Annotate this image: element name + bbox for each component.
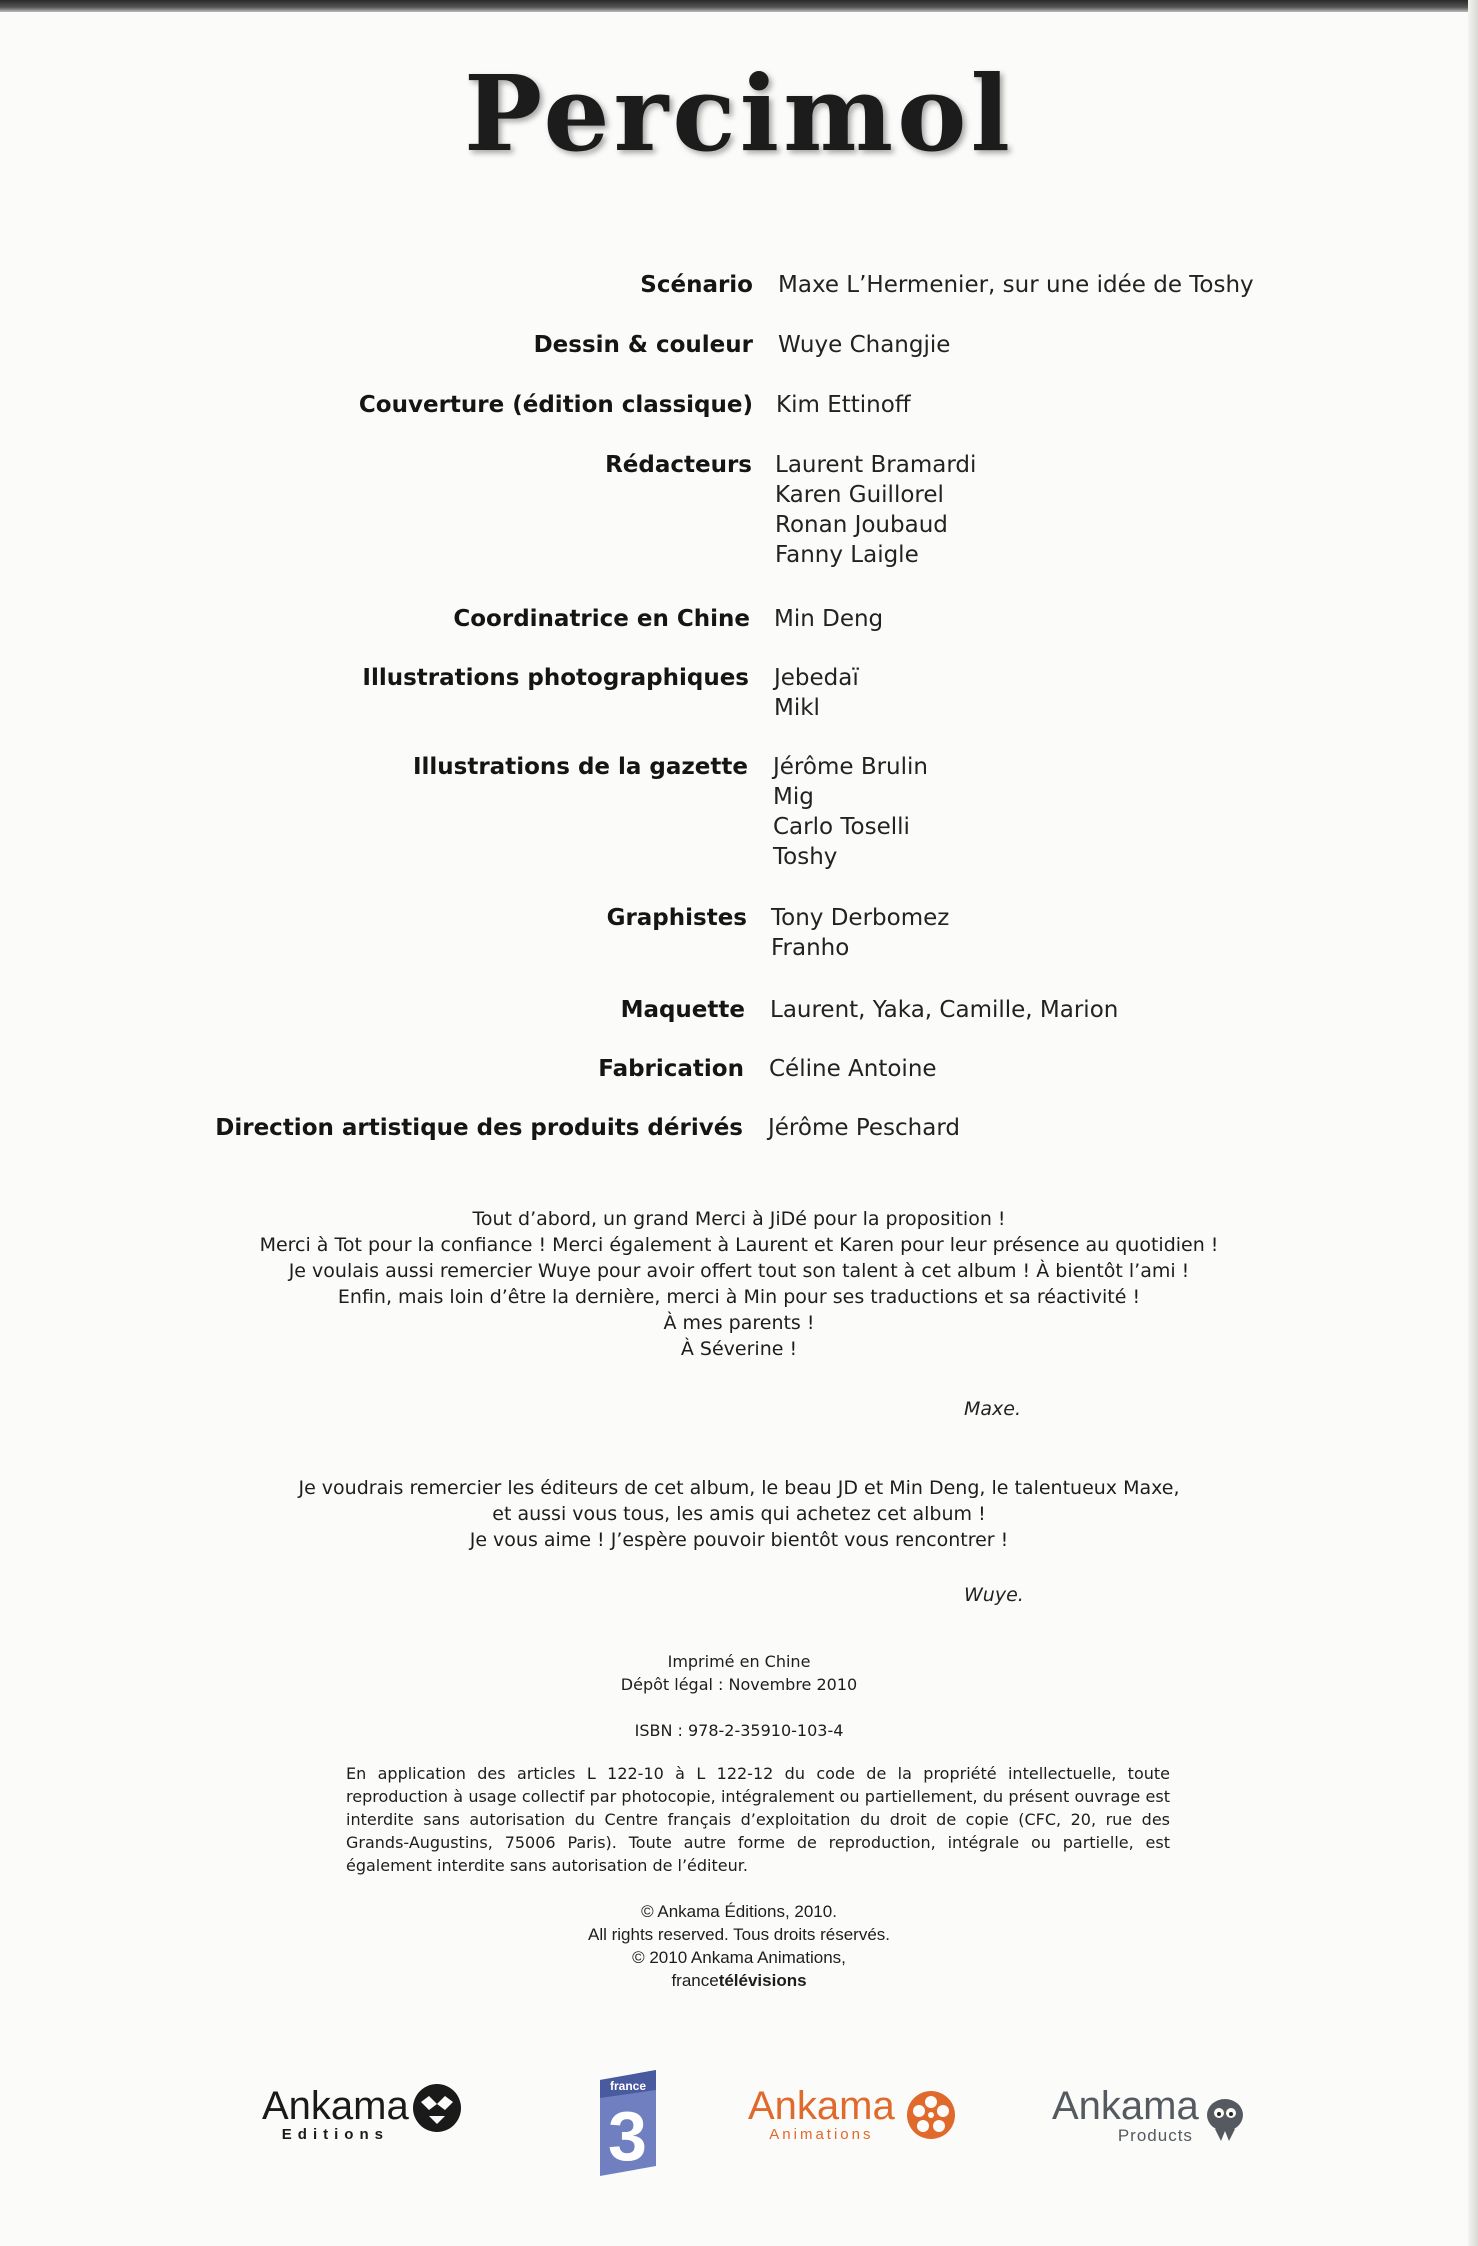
credit-label: Dessin & couleur [533,332,753,358]
logo-sub: Animations [769,2126,874,2143]
thanks-line: Enfin, mais loin d’être la dernière, merci à Min pour ses traductions et sa réactivité ! [337,1286,1141,1308]
credit-value: Fanny Laigle [775,542,919,568]
film-reel-icon [905,2089,957,2141]
copyright-line: © Ankama Éditions, 2010. [641,1902,837,1921]
isbn: ISBN : 978-2-35910-103-4 [634,1721,844,1740]
francetv-bold: télévisions [718,1971,807,1990]
credit-value: Céline Antoine [769,1056,937,1082]
credit-label: Illustrations photographiques [362,665,749,691]
credit-label: Fabrication [598,1056,744,1082]
logo-sub: Products [1117,2126,1193,2145]
signature-maxe: Maxe. [964,1398,1022,1420]
ankama-animations-logo [748,2086,957,2143]
copyright-line [0,1969,1478,1992]
thanks-line: Merci à Tot pour la confiance ! Merci également à Laurent et Karen pour leur présence au quotidien ! [259,1234,1219,1256]
credit-value: Mig [773,784,814,810]
credit-value: Franho [771,935,850,961]
copyright-block [0,1900,1478,1992]
mascot-icon [1201,2093,1247,2145]
credit-value: Kim Ettinoff [776,392,911,418]
logo-name: Ankama [1052,2084,1199,2128]
ankama-editions-logo [262,2086,463,2143]
thanks-line: Je vous aime ! J’espère pouvoir bientôt vous rencontrer ! [469,1529,1009,1551]
credit-value: Carlo Toselli [773,814,910,840]
thanks-line: et aussi vous tous, les amis qui achetez cet album ! [492,1503,986,1525]
thanks-line: À Séverine ! [680,1338,798,1360]
credit-value: Karen Guillorel [775,482,944,508]
copyright-line: © 2010 Ankama Animations, [632,1948,846,1967]
legal-notice: En application des articles L 122-10 à L 122-12 du code de la propriété intellectuelle, toute reproduction à usage collectif par photocopie, intégralement ou partiellement, du présent ouvrage est interdite sans autorisation du Centre français d’exploitation du droit de copie (CFC, 20, rue des Grands-Augustins, 75006 Paris). Toute autre forme de reproduction, intégrale ou partielle, est également interdite sans autorisation de l’éditeur. [346,1764,1170,1875]
credit-value: Laurent Bramardi [775,452,977,478]
france3-top-text: france [610,2079,647,2093]
logo-name: Ankama [262,2084,409,2128]
imprint [0,1650,1478,1696]
thanks-line: Tout d’abord, un grand Merci à JiDé pour la proposition ! [472,1208,1006,1230]
credit-label: Illustrations de la gazette [412,754,748,780]
credit-value: Wuye Changjie [778,332,951,358]
copyright-line: All rights reserved. Tous droits réservés. [587,1925,891,1944]
france3-logo [596,2068,660,2178]
legal-deposit: Dépôt légal : Novembre 2010 [620,1675,858,1694]
france3-number: 3 [608,2097,647,2175]
francetv-regular: france [671,1971,719,1990]
credit-value: Laurent, Yaka, Camille, Marion [770,997,1119,1023]
credit-value: Toshy [773,844,838,870]
logo-name: Ankama [748,2084,895,2128]
thanks-line: Je voulais aussi remercier Wuye pour avoir offert tout son talent à cet album ! À bientôt l’ami ! [288,1260,1190,1282]
credit-label: Graphistes [606,905,747,931]
credit-value: Tony Derbomez [771,905,950,931]
page-top-edge [0,0,1478,12]
credit-label: Direction artistique des produits dérivés [215,1115,743,1141]
credit-label: Scénario [640,272,753,298]
credit-label: Couverture (édition classique) [358,392,753,418]
credit-value: Jérôme Brulin [773,754,928,780]
ankama-editions-emblem-icon [411,2082,463,2134]
credit-value: Ronan Joubaud [775,512,948,538]
credit-label: Coordinatrice en Chine [453,606,750,632]
ankama-products-logo [1052,2086,1247,2146]
credit-value: Min Deng [774,606,884,632]
credit-value: Jérôme Peschard [768,1115,960,1141]
book-title: Percimol [463,52,1015,175]
credit-value: Mikl [774,695,820,721]
publisher-logos [0,2068,1478,2188]
logo-sub: Editions [281,2126,389,2143]
thanks-line: Je voudrais remercier les éditeurs de cet album, le beau JD et Min Deng, le talentueux Maxe, [298,1477,1180,1499]
france3-emblem-icon [596,2068,660,2178]
thanks-maxe [0,1206,1478,1362]
printed-in: Imprimé en Chine [667,1652,811,1671]
signature-wuye: Wuye. [964,1584,1024,1606]
thanks-wuye [0,1475,1478,1553]
credit-label: Rédacteurs [605,452,752,478]
credit-value: Maxe L’Hermenier, sur une idée de Toshy [778,272,1254,298]
thanks-line: À mes parents ! [663,1312,815,1334]
credit-value: Jebedaï [774,665,859,691]
credit-label: Maquette [620,997,745,1023]
